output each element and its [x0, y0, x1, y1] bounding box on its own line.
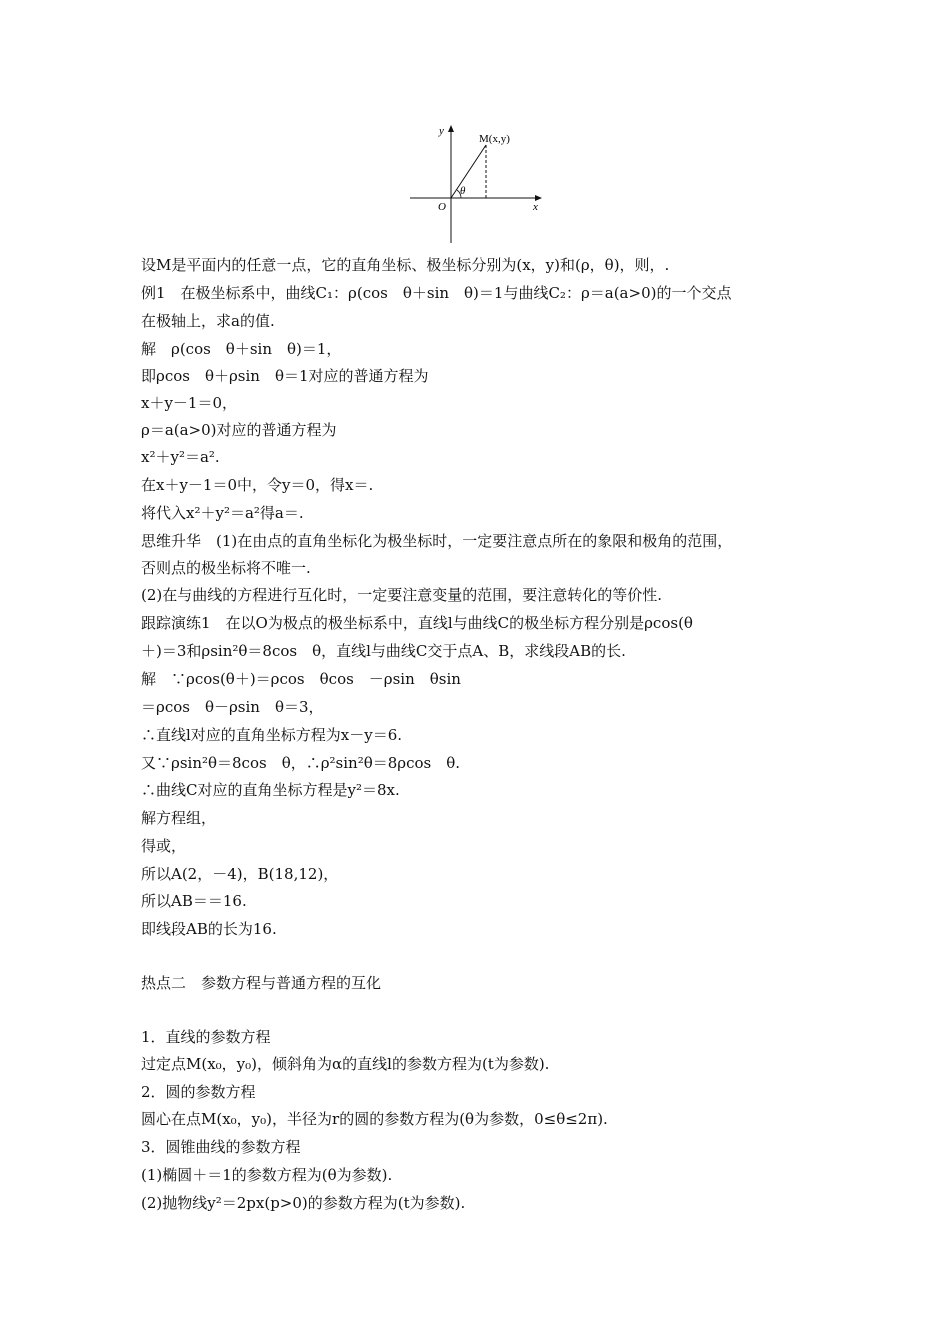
polar-coordinate-figure [405, 118, 550, 248]
text-line: 将代入x²＋y²＝a²得a＝. [141, 504, 304, 522]
text-line: 所以A(2，－4)，B(18,12)， [141, 865, 339, 883]
text-line: 即线段AB的长为16. [141, 920, 277, 938]
text-line: 即ρcos θ＋ρsin θ＝1对应的普通方程为 [141, 367, 429, 385]
text-line: (1)椭圆＋＝1的参数方程为(θ为参数). [141, 1166, 393, 1184]
radius-segment [451, 145, 486, 198]
text-line: x＋y－1＝0， [141, 394, 238, 412]
text-line: 在极轴上，求a的值. [141, 312, 275, 330]
text-line: ＝ρcos θ－ρsin θ＝3， [141, 698, 324, 716]
text-line: 解方程组， [141, 809, 217, 827]
text-line: 在x＋y－1＝0中，令y＝0，得x＝. [141, 476, 374, 494]
text-line: ∴曲线C对应的直角坐标方程是y²＝8x. [141, 781, 400, 799]
x-axis-label: x [533, 201, 538, 213]
subheading: 2．圆的参数方程 [141, 1083, 256, 1101]
text-line: 又∵ρsin²θ＝8cos θ，∴ρ²sin²θ＝8ρcos θ. [141, 754, 461, 772]
example-1-line: 例1 在极坐标系中，曲线C₁：ρ(cos θ＋sin θ)＝1与曲线C₂：ρ＝a(a>0)的一个交点 [141, 284, 732, 302]
subheading: 3．圆锥曲线的参数方程 [141, 1138, 301, 1156]
practice-1-line: 跟踪演练1 在以O为极点的极坐标系中，直线l与曲线C的极坐标方程分别是ρcos(θ [141, 614, 693, 632]
text-line: ＋)＝3和ρsin²θ＝8cos θ，直线l与曲线C交于点A、B，求线段AB的长. [141, 642, 626, 660]
text-line: 设M是平面内的任意一点，它的直角坐标、极坐标分别为(x，y)和(ρ，θ)，则，. [141, 256, 670, 274]
text-line: 圆心在点M(x₀，y₀)，半径为r的圆的参数方程为(θ为参数，0≤θ≤2π). [141, 1110, 608, 1128]
text-line: 所以AB＝＝16. [141, 892, 247, 910]
point-label: M(x,y) [479, 133, 510, 145]
angle-label: θ [460, 185, 466, 197]
section-heading: 热点二 参数方程与普通方程的互化 [141, 974, 382, 992]
text-line: ρ＝a(a>0)对应的普通方程为 [141, 421, 337, 439]
text-line: x²＋y²＝a². [141, 448, 220, 466]
text-line: (2)在与曲线的方程进行互化时，一定要注意变量的范围，要注意转化的等价性. [141, 586, 663, 604]
text-line: ∴直线l对应的直角坐标方程为x－y＝6. [141, 726, 403, 744]
text-line: 得或， [141, 837, 187, 855]
text-line: 过定点M(x₀，y₀)，倾斜角为α的直线l的参数方程为(t为参数). [141, 1055, 550, 1073]
summary-line: 思维升华 (1)在由点的直角坐标化为极坐标时，一定要注意点所在的象限和极角的范围， [141, 532, 733, 550]
y-axis-arrow [448, 125, 454, 132]
text-line: 否则点的极坐标将不唯一. [141, 559, 311, 577]
origin-label: O [438, 201, 446, 213]
text-line: (2)抛物线y²＝2px(p>0)的参数方程为(t为参数). [141, 1194, 466, 1212]
subheading: 1．直线的参数方程 [141, 1028, 271, 1046]
solution-line: 解 ∵ρcos(θ＋)＝ρcos θcos －ρsin θsin [141, 670, 461, 688]
solution-line: 解 ρ(cos θ＋sin θ)＝1， [141, 340, 342, 358]
y-axis-label: y [439, 125, 444, 137]
